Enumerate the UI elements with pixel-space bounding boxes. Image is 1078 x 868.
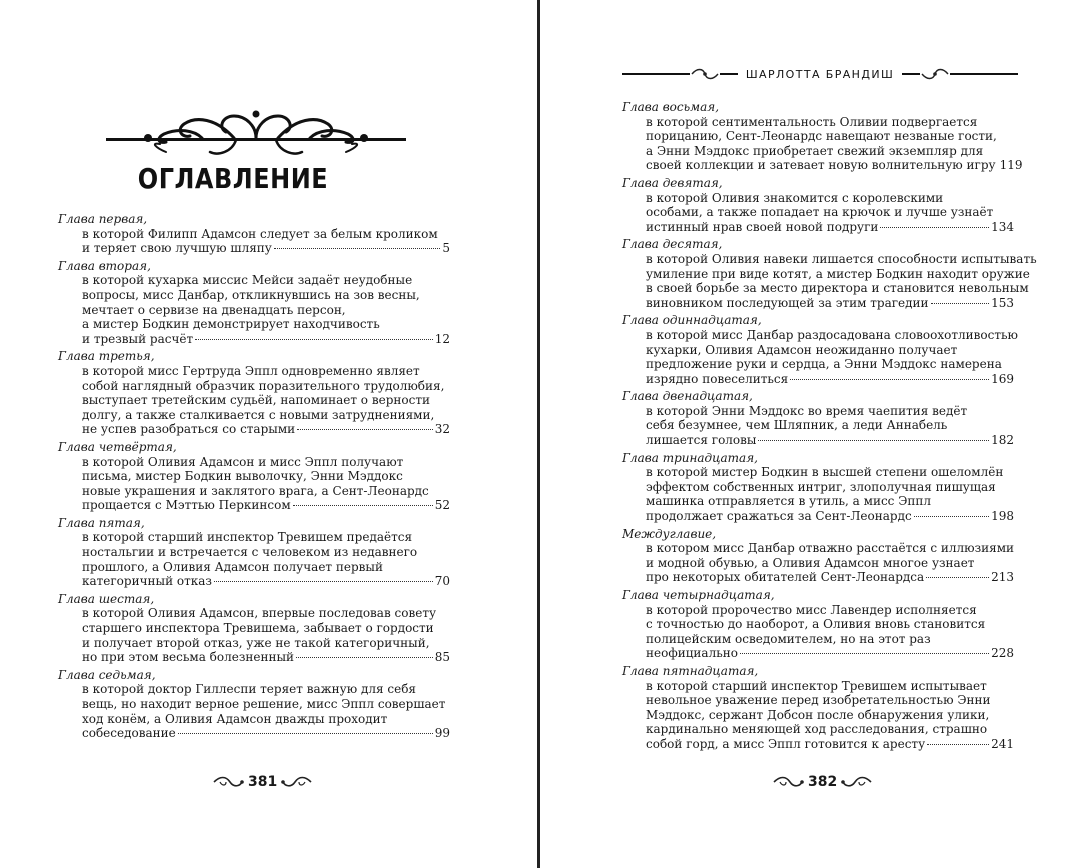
chapter-last-line (58, 650, 450, 665)
chapter-summary-line: с точностью до наоборот, а Оливия вновь становится (646, 617, 986, 632)
chapter-summary-line: в которой Оливия Адамсон, впервые последовав совету (82, 606, 437, 621)
chapter-summary-end: лишается головы (646, 433, 757, 448)
chapter-summary-line: предложение руки и сердца, а Энни Мэддокс намерена (646, 357, 1002, 372)
chapter-summary-end: прощается с Мэттью Перкинсом (82, 498, 291, 513)
dot-leader (926, 577, 989, 578)
chapter-page-number: 85 (434, 650, 450, 665)
page-number: 381 (248, 774, 278, 790)
chapter-page-number: 12 (434, 331, 450, 346)
chapter-summary-line: а Энни Мэддокс приобретает свежий экземпляр для (646, 143, 984, 158)
page-number: 382 (808, 774, 838, 790)
chapter-summary-line: ход конём, а Оливия Адамсон дважды проходит (82, 711, 388, 726)
chapter-last-line (622, 646, 1014, 661)
toc-entry (622, 527, 1014, 585)
chapter-summary-end: про некоторых обитателей Сент-Леонардса (646, 570, 925, 585)
dot-leader (927, 744, 989, 745)
chapter-summary-line: в которой старший инспектор Тревишем испытывает (646, 678, 987, 693)
toc-entry (58, 259, 450, 347)
toc-entry (622, 313, 1018, 386)
dot-leader (214, 581, 433, 582)
chapter-summary-line: новые украшения и заклятого врага, а Сент-Леонардс (82, 483, 429, 498)
chapter-title: Глава третья, (58, 349, 155, 364)
rule-divider (902, 73, 920, 75)
right-page (540, 0, 1078, 868)
chapter-summary-line: в которой Энни Мэддокс во время чаепития ведёт (646, 403, 968, 418)
toc-entry (58, 592, 450, 665)
chapter-page-number: 241 (991, 736, 1014, 751)
chapter-summary-end: продолжает сражаться за Сент-Леонардс (646, 509, 912, 524)
chapter-page-number: 134 (991, 219, 1014, 234)
page-number-footer-right (772, 774, 873, 790)
chapter-summary-line: порицанию, Сент-Леонардс навещают незваные гости, (646, 129, 997, 144)
chapter-title: Глава четвёртая, (58, 439, 177, 454)
dot-leader (297, 429, 433, 430)
chapter-page-number: 169 (991, 371, 1014, 386)
chapter-summary-line: в своей борьбе за место директора и становится невольным (646, 281, 1029, 296)
chapter-summary-line: полицейским осведомителем, но на этот раз (646, 631, 931, 646)
chapter-title: Глава вторая, (58, 258, 151, 273)
chapter-last-line (58, 332, 450, 347)
chapter-page-number: 198 (991, 509, 1014, 524)
chapter-title: Глава двенадцатая, (622, 389, 753, 404)
chapter-page-number: 182 (991, 433, 1014, 448)
chapter-page-number: 99 (434, 726, 450, 741)
chapter-summary-end: но при этом весьма болезненный (82, 650, 295, 665)
chapter-title: Глава одиннадцатая, (622, 313, 762, 328)
chapter-last-line (58, 498, 450, 513)
dot-leader (914, 516, 989, 517)
dot-leader (740, 653, 989, 654)
chapter-summary-line: кардинально меняющей ход расследования, страшно (646, 722, 988, 737)
toc-entry (622, 237, 1037, 310)
toc-entry (622, 389, 1014, 447)
chapter-summary-line: особами, а также попадает на крючок и лучше узнаёт (646, 205, 994, 220)
rule-divider (720, 73, 738, 75)
chapter-last-line (622, 158, 1023, 173)
toc-entry (622, 451, 1014, 524)
chapter-page-number: 32 (434, 422, 450, 437)
chapter-page-number: 5 (442, 241, 450, 256)
chapter-summary-line: в которой Оливия навеки лишается способности испытывать (646, 251, 1037, 266)
toc-entry (622, 588, 1014, 661)
toc-list-right (622, 100, 1037, 755)
chapter-summary-line: в которой старший инспектор Тревишем предаётся (82, 530, 413, 545)
chapter-summary-line: выступает третейским судьёй, напоминает о верности (82, 393, 430, 408)
chapter-summary-line: письма, мистер Бодкин выволочку, Энни Мэддокс (82, 469, 403, 484)
dot-leader (758, 440, 989, 441)
small-flourish-icon (920, 66, 950, 82)
chapter-summary-line: и получает второй отказ, уже не такой категоричный, (82, 635, 430, 650)
chapter-last-line (58, 422, 450, 437)
chapter-last-line (622, 372, 1014, 387)
small-flourish-icon (690, 66, 720, 82)
chapter-summary-line: в которой мистер Бодкин в высшей степени ошеломлён (646, 465, 1004, 480)
toc-entry (58, 440, 450, 513)
chapter-last-line (622, 509, 1014, 524)
chapter-summary-end: собой горд, а мисс Эппл готовится к аресту (646, 736, 926, 751)
page-number-footer-left (212, 774, 313, 790)
dot-leader (296, 657, 433, 658)
chapter-summary-line: вопросы, мисс Данбар, откликнувшись на зов весны, (82, 287, 420, 302)
chapter-summary-line: в которой Оливия Адамсон и мисс Эппл получают (82, 454, 404, 469)
chapter-summary-line: вещь, но находит верное решение, мисс Эппл совершает (82, 697, 446, 711)
chapter-summary-end: категоричный отказ (82, 574, 212, 589)
chapter-title: Глава первая, (58, 212, 148, 226)
chapter-last-line (622, 737, 1014, 752)
chapter-title: Глава десятая, (622, 237, 723, 252)
toc-entry (622, 664, 1014, 752)
dot-leader (195, 339, 433, 340)
chapter-title: Глава шестая, (58, 591, 155, 606)
vine-flourish-icon (212, 774, 244, 790)
vine-flourish-icon (772, 774, 804, 790)
chapter-summary-line: мечтает о сервизе на двенадцать персон, (82, 302, 346, 317)
dot-leader (790, 379, 989, 380)
chapter-last-line (622, 570, 1014, 585)
chapter-page-number: 70 (434, 574, 450, 589)
rule-divider (950, 73, 1018, 75)
chapter-title: Глава седьмая, (58, 667, 156, 682)
chapter-summary-line: собой наглядный образчик поразительного трудолюбия, (82, 378, 445, 393)
toc-list-left (58, 212, 450, 744)
toc-heading: ОГЛАВЛЕНИЕ (137, 162, 329, 196)
chapter-last-line (622, 220, 1014, 235)
chapter-title: Междуглавие, (622, 526, 717, 541)
dot-leader (178, 733, 433, 734)
chapter-summary-end: и теряет свою лучшую шляпу (82, 241, 272, 256)
chapter-summary-end: собеседование (82, 726, 176, 741)
dot-leader (274, 248, 441, 249)
chapter-summary-line: ностальгии и встречается с человеком из недавнего (82, 545, 418, 560)
dot-leader (931, 303, 990, 304)
chapter-summary-line: в которой Оливия знакомится с королевскими (646, 190, 944, 205)
chapter-summary-line: в которой Филипп Адамсон следует за белым кроликом (82, 226, 438, 241)
chapter-summary-line: в которой пророчество мисс Лавендер исполняется (646, 602, 977, 617)
running-head (622, 62, 1018, 86)
chapter-summary-line: и модной обувью, а Оливия Адамсон многое узнает (646, 555, 975, 570)
chapter-summary-line: в которой сентиментальность Оливии подвергается (646, 114, 978, 129)
chapter-summary-line: старшего инспектора Тревишема, забывает о гордости (82, 621, 434, 636)
chapter-title: Глава восьмая, (622, 100, 720, 114)
chapter-summary-end: и трезвый расчёт (82, 331, 194, 346)
chapter-summary-line: умиление при виде котят, а мистер Бодкин находит оружие (646, 266, 1030, 281)
chapter-summary-line: себя безумнее, чем Шляпник, а леди Аннабель (646, 418, 948, 433)
chapter-summary-line: прошлого, а Оливия Адамсон получает первый (82, 559, 383, 574)
dot-leader (293, 505, 433, 506)
chapter-summary-end: истинный нрав своей новой подруги (646, 219, 879, 234)
vine-flourish-icon (841, 774, 873, 790)
chapter-page-number: 213 (991, 570, 1014, 585)
chapter-summary-line: в которой мисс Гертруда Эппл одновременно являет (82, 363, 420, 378)
chapter-summary-line: кухарки, Оливия Адамсон неожиданно получает (646, 342, 958, 357)
chapter-summary-end: изрядно повеселиться (646, 371, 789, 386)
chapter-page-number: 153 (991, 295, 1014, 310)
running-head-author: ШАРЛОТТА БРАНДИШ (745, 67, 895, 81)
dot-leader (880, 227, 989, 228)
chapter-page-number: 228 (991, 646, 1014, 661)
chapter-page-number: 119 (999, 158, 1023, 173)
toc-entry (622, 176, 1014, 234)
chapter-summary-line: в которой кухарка миссис Мейси задаёт неудобные (82, 273, 413, 288)
chapter-summary-line: Мэддокс, сержант Добсон после обнаружения улики, (646, 707, 990, 722)
chapter-title: Глава пятая, (58, 515, 145, 530)
chapter-summary-line: невольное уважение перед изобретательностью Энни (646, 693, 991, 708)
chapter-summary-line: машинка отправляется в утиль, а мисс Эппл (646, 494, 932, 509)
chapter-last-line (58, 241, 450, 256)
chapter-last-line (622, 296, 1014, 311)
toc-entry (622, 100, 1023, 173)
chapter-title: Глава тринадцатая, (622, 450, 758, 465)
chapter-last-line (58, 574, 450, 589)
chapter-summary-line: долгу, а также сталкивается с новыми затруднениями, (82, 407, 435, 422)
chapter-page-number: 52 (434, 498, 450, 513)
chapter-summary-line: эффектом собственных интриг, злополучная пишущая (646, 479, 996, 494)
chapter-last-line (622, 433, 1014, 448)
chapter-summary-end: неофициально (646, 646, 738, 661)
chapter-last-line (58, 726, 450, 741)
chapter-title: Глава четырнадцатая, (622, 588, 775, 602)
toc-entry (58, 516, 450, 589)
chapter-summary-end: не успев разобраться со старыми (82, 422, 296, 437)
toc-entry (58, 212, 450, 256)
chapter-summary-line: в которой мисс Данбар раздосадована словоохотливостью (646, 327, 1018, 342)
left-page (0, 0, 537, 868)
toc-entry (58, 349, 450, 437)
vine-flourish-icon (281, 774, 313, 790)
chapter-summary-end: своей коллекции и затевает новую волнительную игру (646, 158, 996, 173)
chapter-summary-line: в которой доктор Гиллеспи теряет важную для себя (82, 682, 417, 697)
chapter-summary-line: а мистер Бодкин демонстрирует находчивость (82, 317, 380, 332)
chapter-summary-end: виновником последующей за этим трагедии (646, 295, 929, 310)
chapter-title: Глава девятая, (622, 175, 723, 190)
toc-entry (58, 668, 450, 741)
chapter-summary-line: в котором мисс Данбар отважно расстаётся с иллюзиями (646, 541, 1015, 556)
chapter-title: Глава пятнадцатая, (622, 663, 759, 678)
heading-flourish-icon (106, 108, 406, 160)
rule-divider (622, 73, 690, 75)
